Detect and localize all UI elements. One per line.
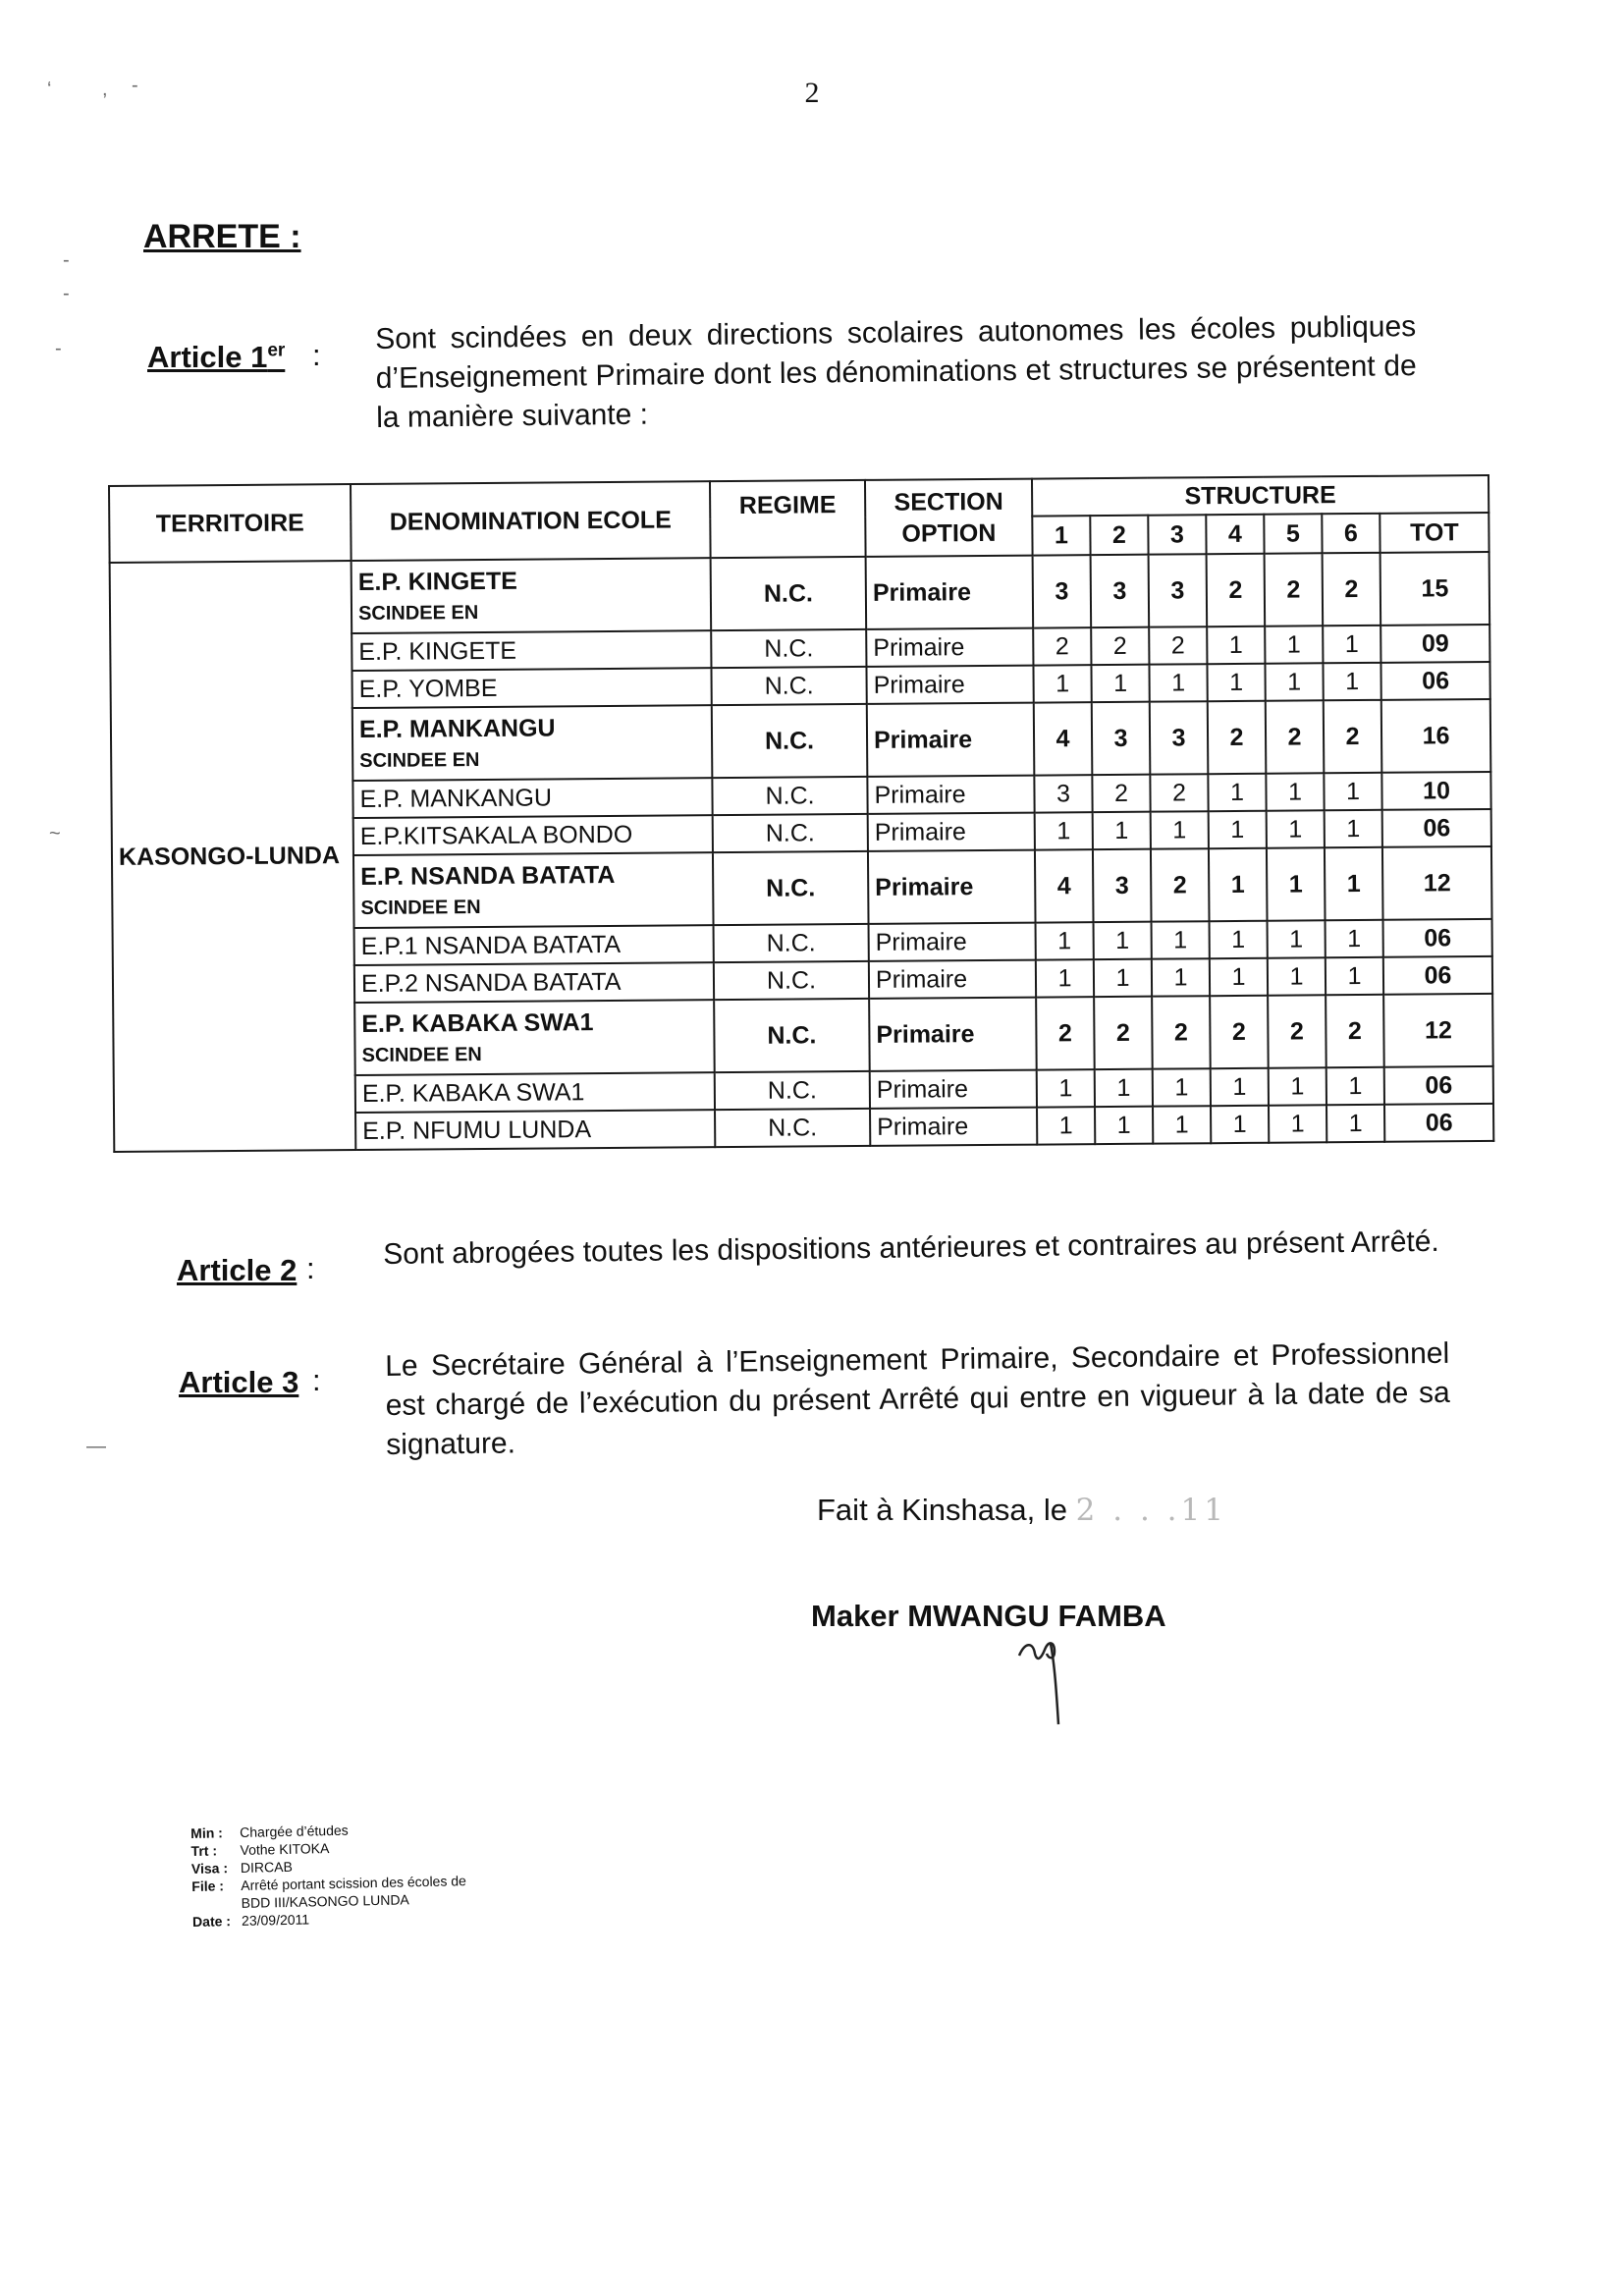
level-3-cell: 2 bbox=[1149, 626, 1207, 664]
section-cell: Primaire bbox=[868, 813, 1035, 851]
total-cell: 06 bbox=[1383, 956, 1492, 995]
level-5-cell: 2 bbox=[1266, 700, 1325, 773]
level-2-cell: 2 bbox=[1094, 997, 1153, 1069]
level-3-cell: 1 bbox=[1149, 664, 1207, 701]
regime-cell: N.C. bbox=[714, 999, 870, 1072]
level-5-cell: 2 bbox=[1268, 995, 1326, 1067]
header-level-1: 1 bbox=[1032, 516, 1090, 555]
scan-speck: - bbox=[63, 249, 70, 271]
level-2-cell: 1 bbox=[1093, 812, 1151, 849]
level-4-cell: 2 bbox=[1208, 701, 1267, 774]
school-name: E.P.1 NSANDA BATATA bbox=[360, 930, 622, 960]
level-6-cell: 2 bbox=[1323, 553, 1381, 626]
level-5-cell: 1 bbox=[1265, 663, 1323, 700]
section-cell: Primaire bbox=[866, 556, 1034, 629]
footnote-date: Date : 23/09/2011 bbox=[191, 1911, 310, 1930]
school-name-cell bbox=[352, 668, 711, 708]
header-denomination: DENOMINATION ECOLE bbox=[351, 481, 711, 561]
level-4-cell: 2 bbox=[1207, 554, 1266, 626]
regime-cell: N.C. bbox=[713, 814, 868, 852]
decree-heading: ARRETE : bbox=[143, 218, 301, 255]
header-level-2: 2 bbox=[1090, 516, 1148, 555]
level-6-cell: 2 bbox=[1326, 995, 1384, 1067]
school-name: E.P. NSANDA BATATA bbox=[360, 860, 616, 891]
school-name-cell bbox=[355, 1072, 715, 1113]
header-level-5: 5 bbox=[1264, 514, 1322, 553]
article-3-label: Article 3 bbox=[179, 1365, 299, 1399]
section-cell: Primaire bbox=[867, 703, 1035, 777]
total-cell: 12 bbox=[1382, 846, 1492, 920]
scan-speck: - bbox=[63, 283, 70, 304]
section-cell: Primaire bbox=[870, 1070, 1037, 1109]
article-1-text: Sont scindées en deux directions scolaires autonomes les écoles publiques d’Enseignement Primaire dont les dénominations et structures se présentent de la manière suivante : bbox=[375, 310, 1417, 434]
level-5-cell: 1 bbox=[1269, 1105, 1326, 1142]
regime-cell: N.C. bbox=[714, 924, 869, 962]
level-6-cell: 1 bbox=[1324, 773, 1381, 810]
article-3-colon: : bbox=[312, 1363, 321, 1397]
level-4-cell: 1 bbox=[1207, 664, 1265, 701]
regime-cell: N.C. bbox=[713, 851, 869, 925]
level-1-cell: 3 bbox=[1033, 555, 1092, 627]
level-4-cell: 1 bbox=[1209, 848, 1268, 921]
level-1-cell: 1 bbox=[1033, 665, 1091, 702]
school-name-cell bbox=[352, 558, 712, 633]
split-note: SCINDEE EN bbox=[359, 749, 480, 772]
total-cell: 09 bbox=[1380, 625, 1489, 663]
school-structure-table bbox=[108, 474, 1494, 1153]
school-name-cell bbox=[354, 1000, 715, 1075]
level-6-cell: 1 bbox=[1325, 810, 1382, 847]
school-name: E.P. KINGETE bbox=[357, 567, 517, 597]
level-2-cell: 1 bbox=[1095, 1107, 1153, 1144]
level-5-cell: 1 bbox=[1268, 920, 1326, 957]
level-4-cell: 2 bbox=[1210, 996, 1269, 1068]
level-3-cell: 3 bbox=[1149, 554, 1208, 626]
footnote-file: File : Arrêté portant scission des écoles de bbox=[191, 1873, 467, 1894]
date-stamp: 2 . . .11 bbox=[1075, 1493, 1227, 1528]
section-cell: Primaire bbox=[866, 666, 1033, 704]
level-1-cell: 1 bbox=[1036, 922, 1094, 959]
level-4-cell: 1 bbox=[1211, 1106, 1269, 1143]
level-3-cell: 2 bbox=[1150, 774, 1208, 811]
header-level-4: 4 bbox=[1206, 515, 1264, 554]
split-note: SCINDEE EN bbox=[360, 897, 481, 919]
section-cell: Primaire bbox=[869, 960, 1036, 999]
split-note: SCINDEE EN bbox=[357, 602, 479, 626]
scan-speck: ~ bbox=[49, 823, 61, 844]
level-4-cell: 1 bbox=[1211, 1068, 1269, 1106]
header-level-6: 6 bbox=[1322, 514, 1380, 553]
level-1-cell: 1 bbox=[1037, 1107, 1095, 1144]
school-name: E.P. KINGETE bbox=[358, 636, 517, 666]
level-3-cell: 1 bbox=[1152, 958, 1210, 996]
school-name-cell bbox=[352, 705, 713, 781]
level-3-cell: 1 bbox=[1153, 1068, 1211, 1106]
total-cell: 10 bbox=[1381, 772, 1490, 810]
school-name: E.P. KABAKA SWA1 bbox=[361, 1077, 585, 1108]
footnote-file-line2: BDD III/KASONGO LUNDA bbox=[241, 1891, 409, 1911]
level-5-cell: 1 bbox=[1266, 773, 1324, 810]
footnote-visa: Visa : DIRCAB bbox=[190, 1858, 293, 1877]
level-5-cell: 1 bbox=[1268, 957, 1326, 995]
level-4-cell: 1 bbox=[1209, 811, 1267, 848]
scan-speck: , bbox=[102, 79, 108, 100]
school-name-cell bbox=[354, 925, 714, 965]
section-cell: Primaire bbox=[870, 1108, 1037, 1146]
level-1-cell: 3 bbox=[1034, 775, 1092, 812]
level-1-cell: 2 bbox=[1036, 997, 1095, 1069]
level-2-cell: 3 bbox=[1092, 702, 1151, 775]
article-2-text: Sont abrogées toutes les dispositions antérieures et contraires au présent Arrêté. bbox=[383, 1225, 1439, 1271]
school-name: E.P. NFUMU LUNDA bbox=[362, 1115, 592, 1145]
header-regime: REGIME bbox=[710, 480, 866, 558]
page-number: 2 bbox=[804, 77, 820, 109]
total-cell: 06 bbox=[1384, 1066, 1493, 1105]
level-1-cell: 1 bbox=[1036, 959, 1094, 997]
school-name: E.P. KABAKA SWA1 bbox=[361, 1008, 594, 1038]
level-3-cell: 2 bbox=[1152, 996, 1211, 1068]
section-cell: Primaire bbox=[867, 776, 1034, 814]
file-footnote bbox=[190, 1819, 467, 1931]
school-name: E.P. MANKANGU bbox=[359, 783, 553, 813]
school-name-cell bbox=[352, 778, 712, 818]
level-3-cell: 1 bbox=[1151, 811, 1209, 848]
total-cell: 12 bbox=[1383, 994, 1493, 1067]
level-6-cell: 1 bbox=[1326, 957, 1383, 995]
school-name-cell bbox=[354, 962, 714, 1003]
regime-cell: N.C. bbox=[711, 667, 866, 705]
section-cell: Primaire bbox=[869, 923, 1036, 961]
level-1-cell: 4 bbox=[1035, 849, 1094, 922]
level-3-cell: 1 bbox=[1152, 921, 1210, 958]
level-6-cell: 1 bbox=[1326, 920, 1383, 957]
school-name: E.P. MANKANGU bbox=[358, 714, 556, 743]
article-2-label: Article 2 bbox=[177, 1253, 298, 1287]
school-name-cell bbox=[353, 852, 714, 928]
header-structure: STRUCTURE bbox=[1032, 475, 1489, 517]
level-1-cell: 1 bbox=[1037, 1069, 1095, 1107]
level-4-cell: 1 bbox=[1210, 921, 1268, 958]
scan-speck: ‘ bbox=[47, 79, 52, 100]
level-6-cell: 1 bbox=[1326, 1067, 1384, 1105]
regime-cell: N.C. bbox=[711, 629, 866, 668]
school-name-cell bbox=[352, 630, 711, 671]
level-4-cell: 1 bbox=[1207, 626, 1265, 664]
split-note: SCINDEE EN bbox=[361, 1044, 482, 1066]
level-1-cell: 2 bbox=[1033, 627, 1091, 665]
scan-speck: — bbox=[86, 1436, 106, 1457]
level-1-cell: 1 bbox=[1035, 812, 1093, 849]
section-cell: Primaire bbox=[868, 850, 1036, 924]
level-5-cell: 1 bbox=[1267, 847, 1326, 920]
regime-cell: N.C. bbox=[715, 1109, 870, 1147]
article-3-text: Le Secrétaire Général à l’Enseignement Primaire, Secondaire et Professionnel est chargé de l’exécution du présent Arrêté qui entre en vigueur à la date de sa signature. bbox=[385, 1336, 1450, 1461]
level-6-cell: 1 bbox=[1326, 1105, 1384, 1142]
total-cell: 06 bbox=[1380, 662, 1489, 700]
level-5-cell: 2 bbox=[1265, 553, 1324, 626]
level-2-cell: 1 bbox=[1094, 922, 1152, 959]
total-cell: 06 bbox=[1384, 1104, 1493, 1142]
level-4-cell: 1 bbox=[1208, 774, 1266, 811]
table-row bbox=[110, 552, 1490, 635]
regime-cell: N.C. bbox=[712, 704, 868, 778]
level-6-cell: 1 bbox=[1323, 626, 1380, 663]
article-2-colon: : bbox=[306, 1251, 315, 1285]
level-2-cell: 1 bbox=[1094, 959, 1152, 997]
article-1-label: Article 1er bbox=[147, 340, 286, 374]
footnote-trt: Trt : Vothe KITOKA bbox=[190, 1840, 330, 1859]
level-3-cell: 1 bbox=[1153, 1106, 1211, 1143]
level-2-cell: 2 bbox=[1091, 627, 1149, 665]
total-cell: 06 bbox=[1382, 809, 1491, 847]
regime-cell: N.C. bbox=[711, 557, 867, 630]
handwritten-signature bbox=[1011, 1630, 1090, 1733]
header-section-option: SECTION OPTION bbox=[865, 479, 1033, 557]
scan-speck: - bbox=[132, 75, 138, 96]
level-2-cell: 2 bbox=[1092, 775, 1150, 812]
school-name: E.P.KITSAKALA BONDO bbox=[359, 820, 633, 850]
level-6-cell: 2 bbox=[1324, 700, 1382, 773]
level-4-cell: 1 bbox=[1210, 958, 1268, 996]
section-cell: Primaire bbox=[869, 998, 1037, 1071]
total-cell: 15 bbox=[1380, 552, 1490, 626]
level-2-cell: 3 bbox=[1091, 555, 1150, 627]
level-6-cell: 1 bbox=[1323, 663, 1380, 700]
level-2-cell: 1 bbox=[1091, 665, 1149, 702]
place-and-date: Fait à Kinshasa, le 2 . . .11 bbox=[817, 1493, 1227, 1528]
level-2-cell: 3 bbox=[1093, 849, 1152, 922]
header-level-3: 3 bbox=[1148, 515, 1206, 554]
header-total: TOT bbox=[1380, 513, 1489, 553]
level-5-cell: 1 bbox=[1267, 810, 1325, 847]
level-1-cell: 4 bbox=[1034, 702, 1093, 775]
regime-cell: N.C. bbox=[714, 961, 869, 1000]
school-name-cell bbox=[353, 815, 713, 855]
section-cell: Primaire bbox=[866, 628, 1033, 667]
level-2-cell: 1 bbox=[1095, 1069, 1153, 1107]
regime-cell: N.C. bbox=[715, 1071, 870, 1110]
level-3-cell: 3 bbox=[1150, 701, 1209, 774]
level-6-cell: 1 bbox=[1325, 847, 1383, 920]
regime-cell: N.C. bbox=[712, 777, 867, 815]
scan-speck: - bbox=[55, 338, 62, 359]
footnote-min: Min : Chargée d’études bbox=[190, 1822, 349, 1841]
level-5-cell: 1 bbox=[1269, 1067, 1326, 1105]
total-cell: 16 bbox=[1381, 699, 1491, 773]
school-name: E.P.2 NSANDA BATATA bbox=[360, 967, 622, 998]
school-name: E.P. YOMBE bbox=[358, 674, 498, 703]
territory-cell: KASONGO-LUNDA bbox=[110, 561, 356, 1152]
level-3-cell: 2 bbox=[1151, 848, 1210, 921]
signatory-name: Maker MWANGU FAMBA bbox=[811, 1599, 1166, 1633]
total-cell: 06 bbox=[1383, 919, 1492, 957]
level-5-cell: 1 bbox=[1265, 626, 1323, 663]
header-territoire: TERRITOIRE bbox=[109, 484, 352, 563]
school-name-cell bbox=[355, 1110, 715, 1150]
article-1-colon: : bbox=[312, 338, 321, 372]
